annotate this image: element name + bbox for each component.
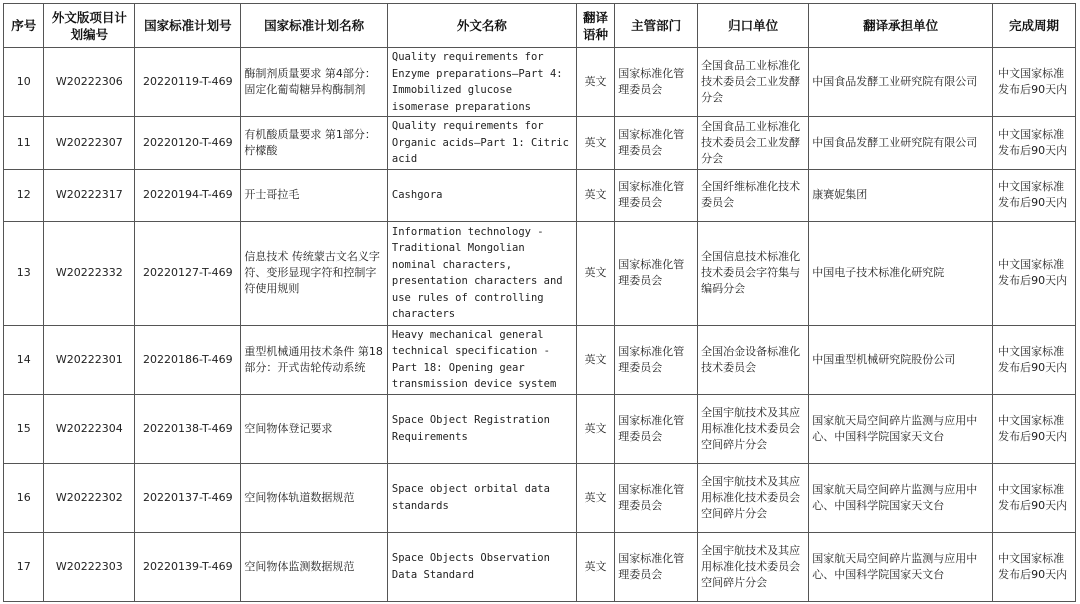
cell-foreign-no: W20222303: [44, 532, 135, 601]
cell-lang: 英文: [576, 532, 614, 601]
cell-unit: 全国纤维标准化技术委员会: [698, 169, 809, 221]
header-lang: 翻译语种: [576, 4, 614, 48]
cell-period: 中文国家标准发布后90天内: [993, 325, 1076, 394]
cell-translator: 中国重型机械研究院股份公司: [809, 325, 993, 394]
cell-period: 中文国家标准发布后90天内: [993, 532, 1076, 601]
cell-translator: 国家航天局空间碎片监测与应用中心、中国科学院国家天文台: [809, 394, 993, 463]
table-row: [4, 169, 1076, 221]
cell-unit: 全国食品工业标准化技术委员会工业发酵分会: [698, 117, 809, 170]
cell-dept: 国家标准化管理委员会: [615, 117, 698, 170]
cell-seq: 13: [4, 221, 44, 325]
cell-dept: 国家标准化管理委员会: [615, 48, 698, 117]
cell-seq: 11: [4, 117, 44, 170]
cell-unit: 全国信息技术标准化技术委员会字符集与编码分会: [698, 221, 809, 325]
cell-unit: 全国宇航技术及其应用标准化技术委员会空间碎片分会: [698, 394, 809, 463]
cell-translator: 国家航天局空间碎片监测与应用中心、中国科学院国家天文台: [809, 532, 993, 601]
cell-cn-name: 空间物体监测数据规范: [241, 532, 388, 601]
header-en-name: 外文名称: [387, 4, 576, 48]
cell-seq: 12: [4, 169, 44, 221]
cell-foreign-no: W20222306: [44, 48, 135, 117]
cell-lang: 英文: [576, 221, 614, 325]
table-header-row: [4, 4, 1076, 48]
table-row: [4, 463, 1076, 532]
cell-translator: 中国食品发酵工业研究院有限公司: [809, 117, 993, 170]
cell-cn-name: 有机酸质量要求 第1部分：柠檬酸: [241, 117, 388, 170]
standards-plan-table: [3, 3, 1076, 602]
cell-plan-no: 20220119-T-469: [135, 48, 241, 117]
cell-lang: 英文: [576, 463, 614, 532]
cell-dept: 国家标准化管理委员会: [615, 394, 698, 463]
cell-period: 中文国家标准发布后90天内: [993, 117, 1076, 170]
table-row: [4, 325, 1076, 394]
cell-plan-no: 20220139-T-469: [135, 532, 241, 601]
cell-plan-no: 20220138-T-469: [135, 394, 241, 463]
cell-seq: 15: [4, 394, 44, 463]
cell-plan-no: 20220186-T-469: [135, 325, 241, 394]
header-translator: 翻译承担单位: [809, 4, 993, 48]
table-row: [4, 394, 1076, 463]
cell-translator: 国家航天局空间碎片监测与应用中心、中国科学院国家天文台: [809, 463, 993, 532]
cell-lang: 英文: [576, 48, 614, 117]
cell-dept: 国家标准化管理委员会: [615, 221, 698, 325]
cell-cn-name: 空间物体登记要求: [241, 394, 388, 463]
cell-foreign-no: W20222304: [44, 394, 135, 463]
cell-period: 中文国家标准发布后90天内: [993, 394, 1076, 463]
cell-period: 中文国家标准发布后90天内: [993, 463, 1076, 532]
cell-lang: 英文: [576, 394, 614, 463]
cell-unit: 全国冶金设备标准化技术委员会: [698, 325, 809, 394]
header-national-plan-no: 国家标准计划号: [135, 4, 241, 48]
header-period: 完成周期: [993, 4, 1076, 48]
cell-period: 中文国家标准发布后90天内: [993, 221, 1076, 325]
cell-cn-name: 重型机械通用技术条件 第18部分：开式齿轮传动系统: [241, 325, 388, 394]
cell-translator: 康赛妮集团: [809, 169, 993, 221]
cell-cn-name: 开士哥拉毛: [241, 169, 388, 221]
cell-cn-name: 信息技术 传统蒙古文名义字符、变形显现字符和控制字符使用规则: [241, 221, 388, 325]
cell-period: 中文国家标准发布后90天内: [993, 169, 1076, 221]
cell-foreign-no: W20222332: [44, 221, 135, 325]
cell-unit: 全国宇航技术及其应用标准化技术委员会空间碎片分会: [698, 532, 809, 601]
table-row: [4, 117, 1076, 170]
cell-period: 中文国家标准发布后90天内: [993, 48, 1076, 117]
cell-plan-no: 20220127-T-469: [135, 221, 241, 325]
table-row: [4, 48, 1076, 117]
cell-seq: 14: [4, 325, 44, 394]
cell-foreign-no: W20222301: [44, 325, 135, 394]
header-cn-name: 国家标准计划名称: [241, 4, 388, 48]
cell-en-name: Heavy mechanical general technical specification - Part 18: Opening gear transmission device system: [387, 325, 576, 394]
cell-lang: 英文: [576, 169, 614, 221]
cell-cn-name: 空间物体轨道数据规范: [241, 463, 388, 532]
cell-plan-no: 20220194-T-469: [135, 169, 241, 221]
cell-plan-no: 20220120-T-469: [135, 117, 241, 170]
cell-lang: 英文: [576, 117, 614, 170]
cell-dept: 国家标准化管理委员会: [615, 169, 698, 221]
cell-en-name: Information technology - Traditional Mongolian nominal characters, presentation characters and use rules of controlling characters: [387, 221, 576, 325]
table-row: [4, 221, 1076, 325]
cell-lang: 英文: [576, 325, 614, 394]
cell-dept: 国家标准化管理委员会: [615, 463, 698, 532]
cell-unit: 全国宇航技术及其应用标准化技术委员会空间碎片分会: [698, 463, 809, 532]
cell-dept: 国家标准化管理委员会: [615, 532, 698, 601]
cell-en-name: Space Objects Observation Data Standard: [387, 532, 576, 601]
cell-foreign-no: W20222307: [44, 117, 135, 170]
cell-foreign-no: W20222317: [44, 169, 135, 221]
header-seq: 序号: [4, 4, 44, 48]
cell-seq: 17: [4, 532, 44, 601]
cell-translator: 中国食品发酵工业研究院有限公司: [809, 48, 993, 117]
cell-en-name: Space object orbital data standards: [387, 463, 576, 532]
cell-translator: 中国电子技术标准化研究院: [809, 221, 993, 325]
cell-seq: 16: [4, 463, 44, 532]
cell-foreign-no: W20222302: [44, 463, 135, 532]
header-dept: 主管部门: [615, 4, 698, 48]
cell-plan-no: 20220137-T-469: [135, 463, 241, 532]
cell-cn-name: 酶制剂质量要求 第4部分：固定化葡萄糖异构酶制剂: [241, 48, 388, 117]
cell-en-name: Quality requirements for Enzyme preparations—Part 4: Immobilized glucose isomerase preparations: [387, 48, 576, 117]
cell-unit: 全国食品工业标准化技术委员会工业发酵分会: [698, 48, 809, 117]
table-row: [4, 532, 1076, 601]
cell-seq: 10: [4, 48, 44, 117]
header-unit: 归口单位: [698, 4, 809, 48]
cell-en-name: Space Object Registration Requirements: [387, 394, 576, 463]
cell-dept: 国家标准化管理委员会: [615, 325, 698, 394]
header-foreign-plan-no: 外文版项目计划编号: [44, 4, 135, 48]
cell-en-name: Quality requirements for Organic acids—Part 1: Citric acid: [387, 117, 576, 170]
cell-en-name: Cashgora: [387, 169, 576, 221]
